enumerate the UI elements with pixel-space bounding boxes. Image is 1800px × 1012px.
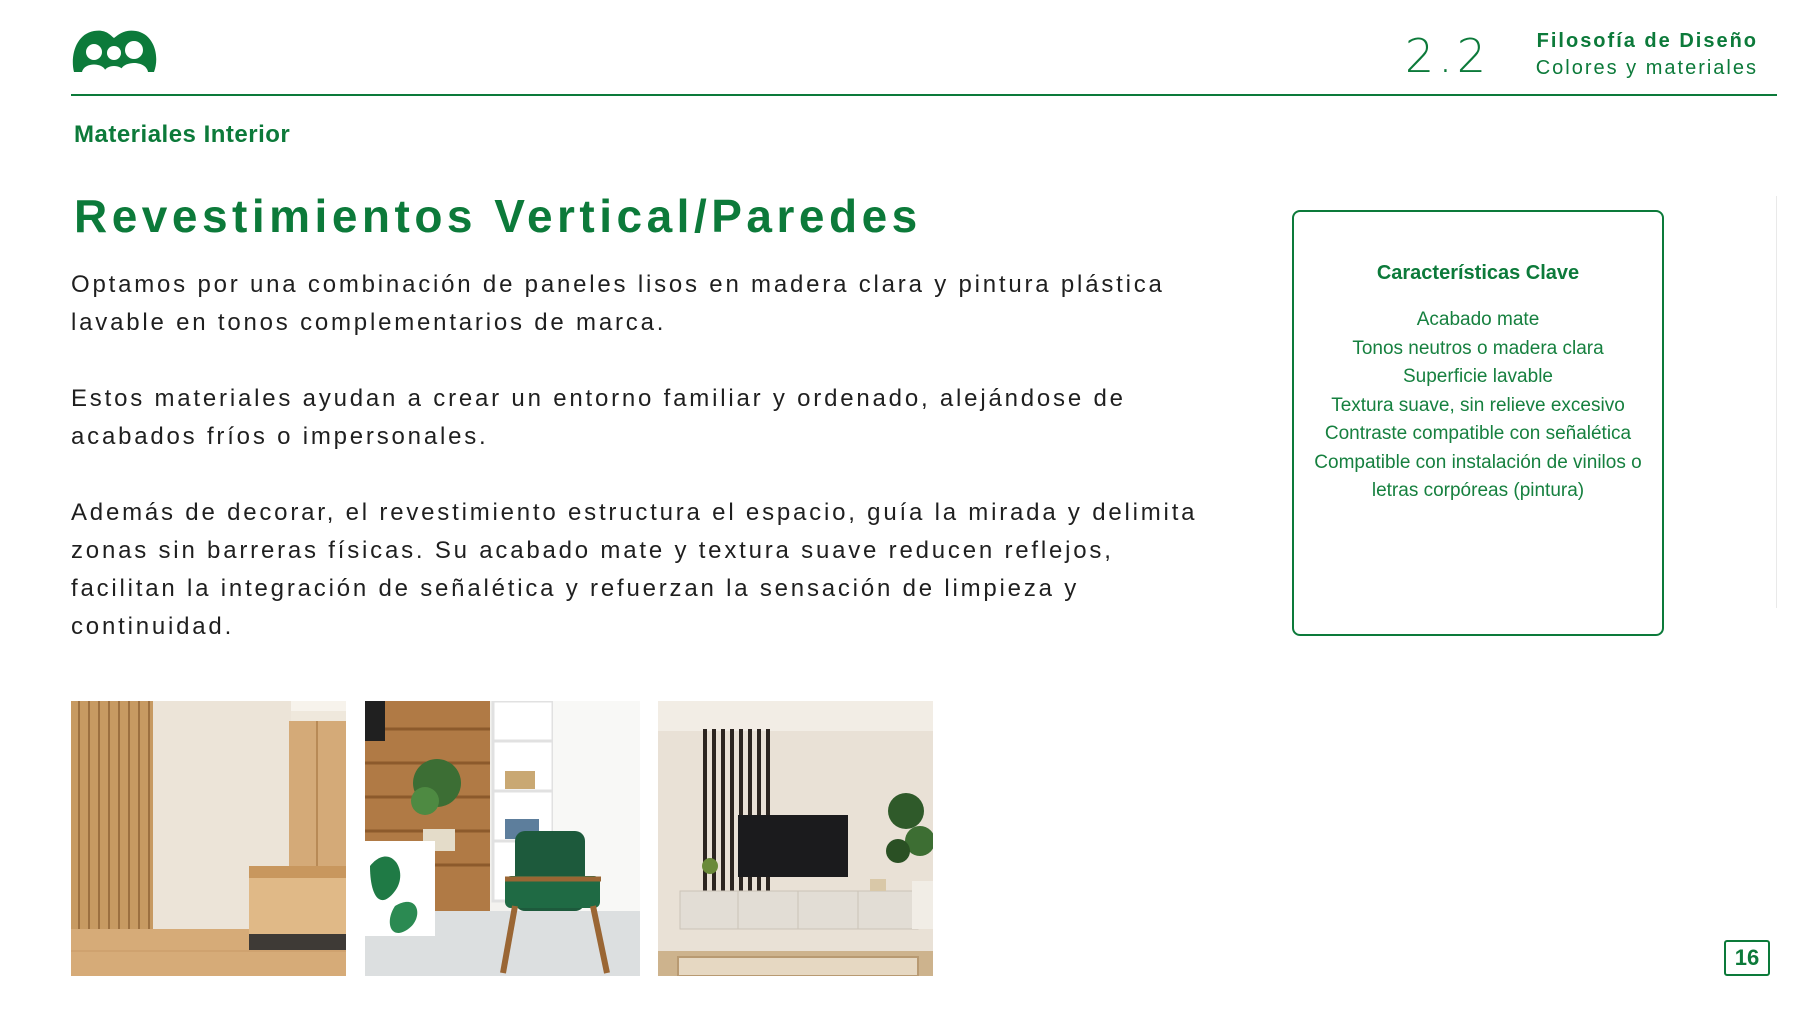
section-subtitle: Colores y materiales — [1535, 57, 1758, 79]
list-item: Superficie lavable — [1403, 366, 1553, 387]
paragraph: Estos materiales ayudan a crear un entorno familiar y ordenado, alejándose de acabados fríos o impersonales. — [71, 385, 1126, 450]
key-features-list — [1294, 306, 1662, 506]
section-title: Filosofía de Diseño — [1536, 30, 1758, 52]
slatted-tv-wall-living-photo — [658, 701, 933, 976]
body-text — [71, 266, 1211, 684]
header-divider — [71, 94, 1777, 96]
list-item: Textura suave, sin relieve excesivo — [1331, 394, 1625, 416]
page-title: Revestimientos Vertical/Paredes — [74, 190, 922, 242]
paragraph: Optamos por una combinación de paneles lisos en madera clara y pintura plástica lavable en tonos complementarios de marca. — [71, 271, 1165, 336]
list-item: Compatible con instalación de vinilos o letras corpóreas (pintura) — [1314, 451, 1642, 501]
list-item: Contraste compatible con señalética — [1324, 423, 1632, 444]
section-number: 2.2 — [1404, 29, 1490, 83]
key-features-title: Características Clave — [1376, 262, 1580, 284]
list-item: Acabado mate — [1416, 309, 1540, 330]
key-features-box — [1292, 210, 1664, 636]
paragraph: Además de decorar, el revestimiento estructura el espacio, guía la mirada y delimita zonas sin barreras físicas. Su acabado mate y textura suave reducen reflejos, facilitan la integración de señalética y refuerzan la sensación de limpieza y continuidad. — [71, 499, 1198, 640]
page-number: 16 — [1724, 940, 1770, 976]
page-edge-line — [1776, 196, 1777, 608]
subheading: Materiales Interior — [74, 121, 291, 148]
people-group-logo-icon — [70, 26, 158, 74]
wood-wall-green-armchair-photo — [365, 701, 640, 976]
wood-slat-wall-reception-photo — [71, 701, 346, 976]
list-item: Tonos neutros o madera clara — [1352, 337, 1604, 359]
